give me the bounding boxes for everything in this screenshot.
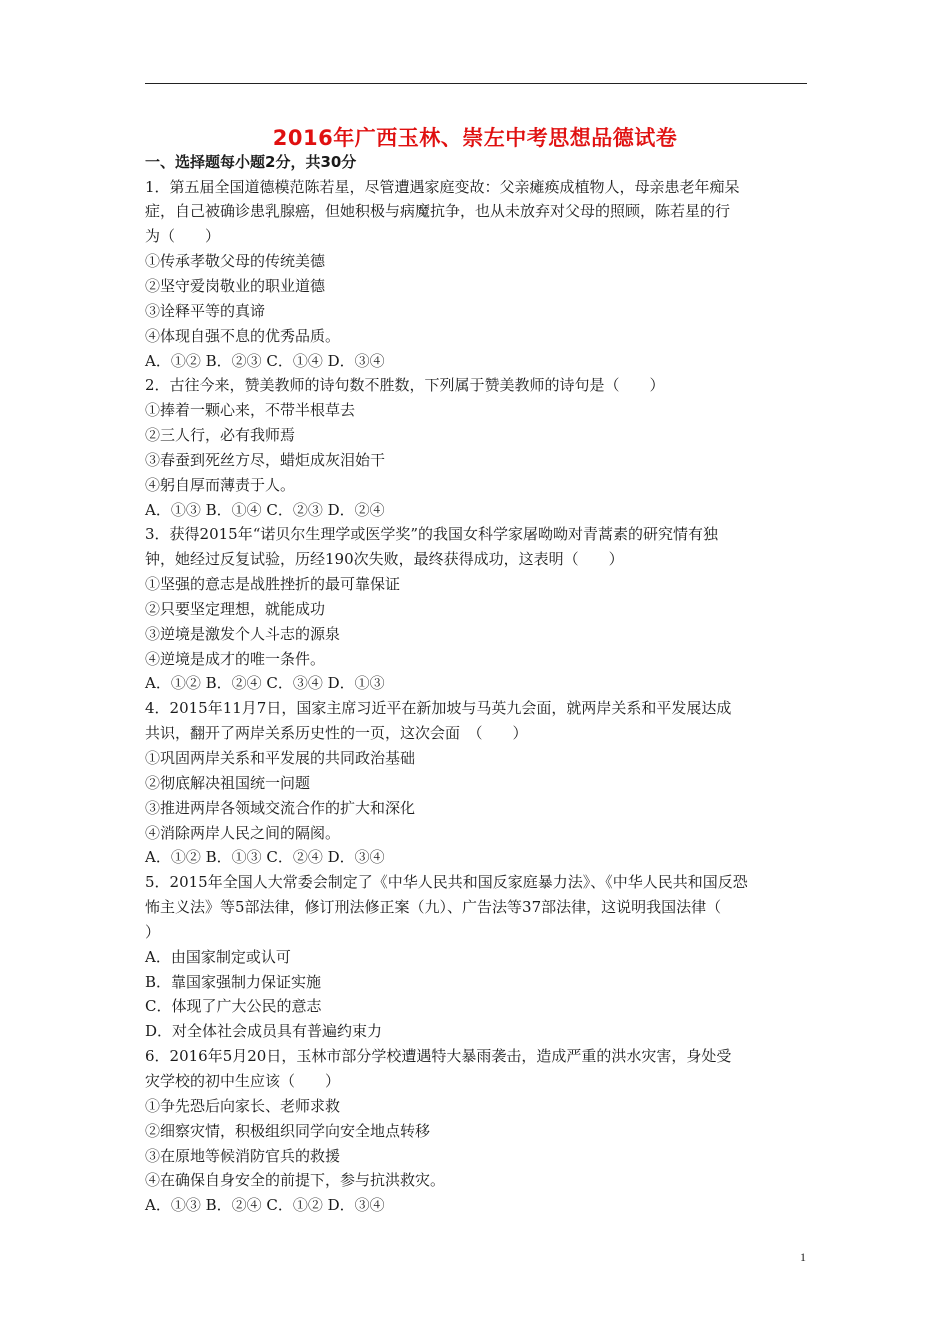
text-line: 5．2015年全国人大常委会制定了《中华人民共和国反家庭暴力法》、《中华人民共和国反恐 <box>145 873 748 892</box>
text-line: 4．2015年11月7日，国家主席习近平在新加坡与马英九会面，就两岸关系和平发展达成 <box>145 699 732 718</box>
text-line: A．由国家制定或认可 <box>145 947 291 966</box>
text-line: 3．获得2015年“诺贝尔生理学或医学奖”的我国女科学家屠呦呦对青蒿素的研究情有独 <box>145 525 719 544</box>
text-line: 1．第五届全国道德模范陈若星，尽管遭遇家庭变故：父亲瘫痪成植物人，母亲患老年痴呆 <box>145 177 740 196</box>
text-line: ④躬自厚而薄责于人。 <box>145 475 296 494</box>
text-line: ③推进两岸各领域交流合作的扩大和深化 <box>145 798 416 817</box>
text-line: ③在原地等候消防官兵的救援 <box>145 1146 341 1165</box>
text-line: ④逆境是成才的唯一条件。 <box>145 649 326 668</box>
text-line: ①传承孝敬父母的传统美德 <box>145 252 326 271</box>
text-line: ④体现自强不息的优秀品质。 <box>145 326 341 345</box>
text-line: B．靠国家强制力保证实施 <box>145 972 322 991</box>
text-line: ②坚守爱岗敬业的职业道德 <box>145 276 326 295</box>
text-line: 为（ ） <box>145 227 221 246</box>
page-title: 2016年广西玉林、崇左中考思想品德试卷 <box>272 126 678 150</box>
text-line: A．①② B．①③ C．②④ D．③④ <box>145 848 385 867</box>
text-line: ③逆境是激发个人斗志的源泉 <box>145 624 341 643</box>
text-line: A．①② B．②④ C．③④ D．①③ <box>145 674 385 693</box>
text-line: ④在确保自身安全的前提下，参与抗洪救灾。 <box>145 1171 446 1190</box>
text-line: ②只要坚定理想，就能成功 <box>145 599 326 618</box>
text-line: ②彻底解决祖国统一问题 <box>145 773 311 792</box>
text-line: ③春蚕到死丝方尽，蜡炬成灰泪始干 <box>145 450 386 469</box>
text-line: ） <box>145 922 161 941</box>
text-line: C．体现了广大公民的意志 <box>145 997 322 1016</box>
header-rule <box>145 83 807 84</box>
text-line: 2．古往今来，赞美教师的诗句数不胜数，下列属于赞美教师的诗句是（ ） <box>145 376 665 395</box>
text-line: ④消除两岸人民之间的隔阂。 <box>145 823 341 842</box>
text-line: ①捧着一颗心来，不带半根草去 <box>145 401 356 420</box>
text-line: ②三人行，必有我师焉 <box>145 426 296 445</box>
text-line: ②细察灾情，积极组织同学向安全地点转移 <box>145 1121 431 1140</box>
text-line: 灾学校的初中生应该（ ） <box>145 1071 341 1090</box>
text-line: 共识，翻开了两岸关系历史性的一页，这次会面 （ ） <box>145 724 528 743</box>
document-body <box>145 150 810 1218</box>
text-line: D．对全体社会成员具有普遍约束力 <box>145 1022 383 1041</box>
section-heading: 一、选择题每小题2分，共30分 <box>145 153 357 171</box>
page-number: 1 <box>800 1250 806 1264</box>
text-line: ①巩固两岸关系和平发展的共同政治基础 <box>145 749 416 767</box>
text-line: ①坚强的意志是战胜挫折的最可靠保证 <box>145 575 401 594</box>
text-line: A．①② B．②③ C．①④ D．③④ <box>145 351 385 370</box>
text-line: 症，自己被确诊患乳腺癌，但她积极与病魔抗争，也从未放弃对父母的照顾，陈若星的行 <box>145 202 731 221</box>
text-line: A．①③ B．①④ C．②③ D．②④ <box>145 500 385 519</box>
text-line: 怖主义法》等5部法律，修订刑法修正案（九）、广告法等37部法律，这说明我国法律（ <box>145 898 722 917</box>
text-line: A．①③ B．②④ C．①② D．③④ <box>145 1196 385 1215</box>
text-line: ③诠释平等的真谛 <box>145 301 266 320</box>
text-line: ①争先恐后向家长、老师求救 <box>145 1096 341 1115</box>
text-line: 6．2016年5月20日，玉林市部分学校遭遇特大暴雨袭击，造成严重的洪水灾害，身处受 <box>145 1047 732 1066</box>
text-line: 钟，她经过反复试验，历经190次失败，最终获得成功，这表明（ ） <box>145 550 624 569</box>
